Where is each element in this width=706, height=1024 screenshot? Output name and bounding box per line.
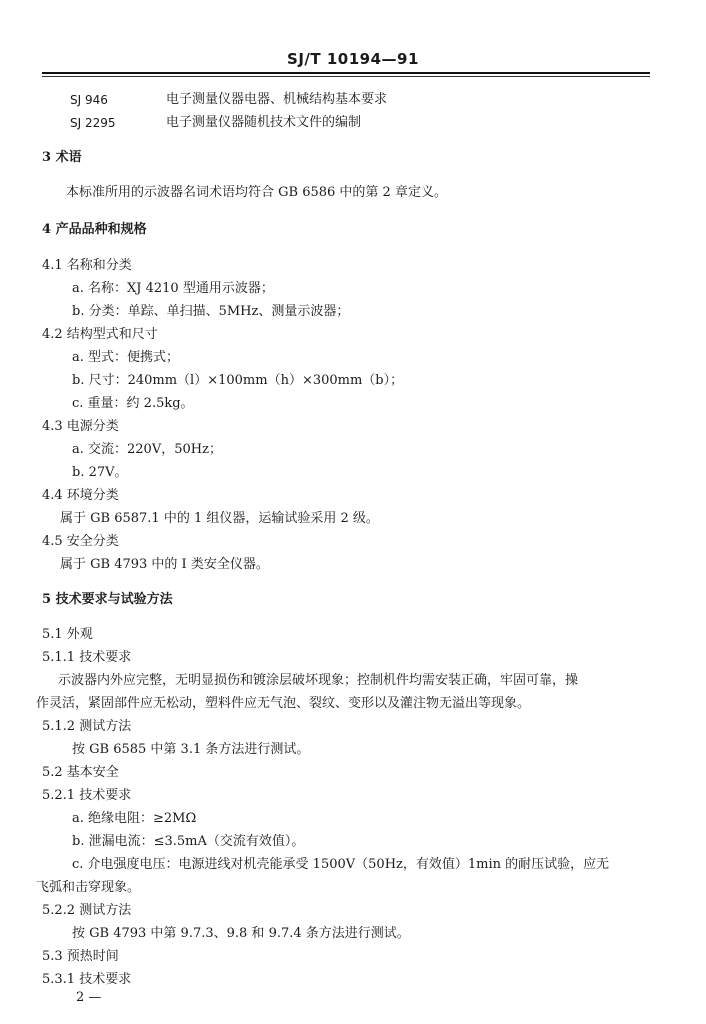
- reference-code: SJ 946: [70, 93, 108, 107]
- section-5-2-1-heading: 5.2.1 技术要求: [42, 788, 132, 803]
- item-4-2-c: c. 重量：约 2.5kg。: [72, 396, 194, 411]
- item-5-2-1-c-line-1: c. 介电强度电压：电源进线对机壳能承受 1500V（50Hz，有效值）1min 的耐压试验，应无: [72, 857, 610, 872]
- section-4-3-heading: 4.3 电源分类: [42, 419, 119, 434]
- section-3-body: 本标准所用的示波器名词术语均符合 GB 6586 中的第 2 章定义。: [66, 185, 447, 200]
- standard-code-header: SJ/T 10194—91: [287, 50, 419, 68]
- item-5-2-1-a: a. 绝缘电阻：≥2MΩ: [72, 811, 197, 826]
- item-4-3-b: b. 27V。: [72, 465, 128, 480]
- section-5-1-2-body: 按 GB 6585 中第 3.1 条方法进行测试。: [72, 742, 310, 757]
- header-rule-thick: [42, 72, 650, 74]
- section-3-heading: 3 术语: [42, 150, 82, 165]
- section-5-1-1-body-line-1: 示波器内外应完整，无明显损伤和镀涂层破坏现象；控制机件均需安装正确，牢固可靠，操: [58, 673, 579, 688]
- section-4-5-heading: 4.5 安全分类: [42, 534, 119, 549]
- item-4-1-a: a. 名称：XJ 4210 型通用示波器；: [72, 281, 274, 296]
- section-5-3-heading: 5.3 预热时间: [42, 949, 119, 964]
- reference-title: 电子测量仪器随机技术文件的编制: [166, 115, 362, 130]
- page-number: 2 —: [76, 990, 102, 1005]
- section-5-1-2-heading: 5.1.2 测试方法: [42, 719, 132, 734]
- header-rule-thin: [42, 76, 650, 77]
- item-4-3-a: a. 交流：220V，50Hz；: [72, 442, 222, 457]
- item-4-2-a: a. 型式：便携式；: [72, 350, 180, 365]
- section-5-heading: 5 技术要求与试验方法: [42, 592, 173, 607]
- section-4-1-heading: 4.1 名称和分类: [42, 258, 132, 273]
- item-5-2-1-b: b. 泄漏电流：≤3.5mA（交流有效值）。: [72, 834, 305, 849]
- section-5-2-2-body: 按 GB 4793 中第 9.7.3、9.8 和 9.7.4 条方法进行测试。: [72, 926, 410, 941]
- section-5-1-heading: 5.1 外观: [42, 627, 93, 642]
- section-5-3-1-heading: 5.3.1 技术要求: [42, 972, 132, 987]
- item-4-2-b: b. 尺寸：240mm（l）×100mm（h）×300mm（b）；: [72, 373, 404, 388]
- item-4-1-b: b. 分类：单踪、单扫描、5MHz、测量示波器；: [72, 304, 350, 319]
- item-5-2-1-c-line-2: 飞弧和击穿现象。: [36, 880, 141, 895]
- reference-title: 电子测量仪器电器、机械结构基本要求: [166, 92, 388, 107]
- section-5-1-1-body-line-2: 作灵活，紧固部件应无松动，塑料件应无气泡、裂纹、变形以及灌注物无溢出等现象。: [36, 696, 531, 711]
- section-5-1-1-heading: 5.1.1 技术要求: [42, 650, 132, 665]
- section-4-4-heading: 4.4 环境分类: [42, 488, 119, 503]
- section-4-2-heading: 4.2 结构型式和尺寸: [42, 327, 158, 342]
- section-5-2-heading: 5.2 基本安全: [42, 765, 119, 780]
- section-4-heading: 4 产品品种和规格: [42, 222, 147, 237]
- section-4-5-body: 属于 GB 4793 中的 I 类安全仪器。: [60, 557, 269, 572]
- section-4-4-body: 属于 GB 6587.1 中的 1 组仪器，运输试验采用 2 级。: [60, 511, 379, 526]
- section-5-2-2-heading: 5.2.2 测试方法: [42, 903, 132, 918]
- reference-code: SJ 2295: [70, 116, 116, 130]
